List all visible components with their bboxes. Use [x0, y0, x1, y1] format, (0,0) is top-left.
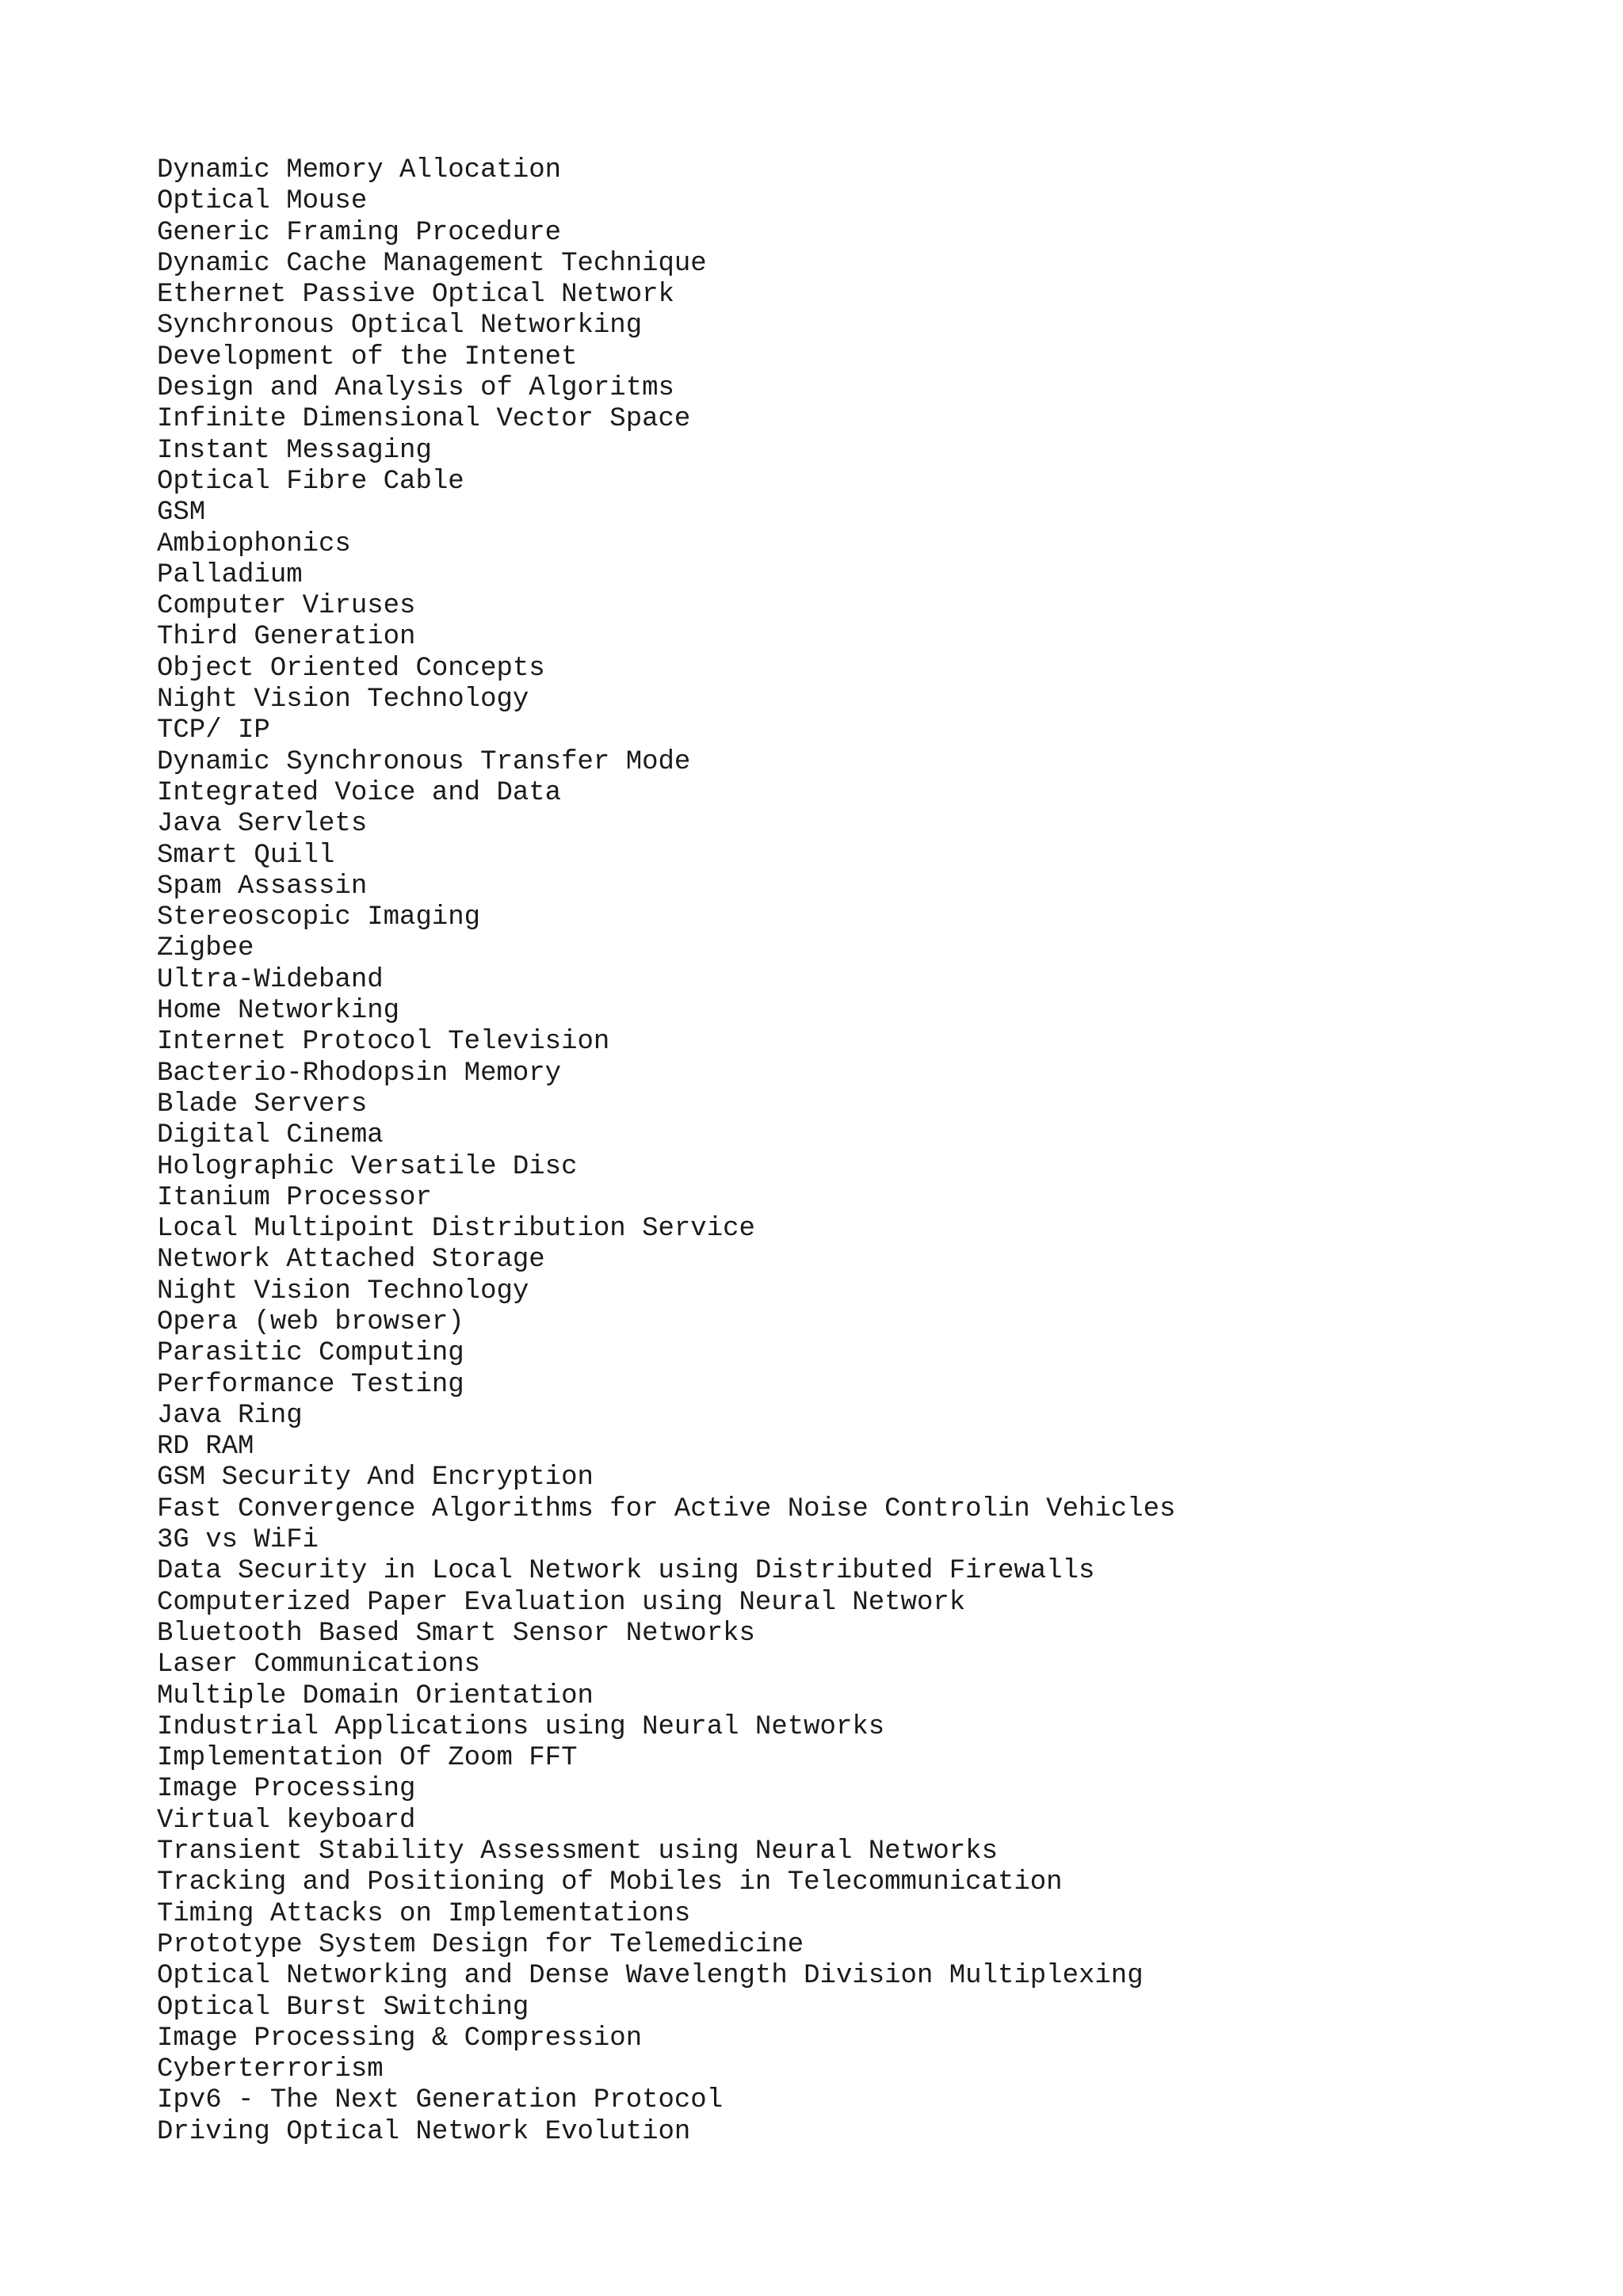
topic-item: Dynamic Memory Allocation [157, 155, 562, 185]
topic-list [157, 155, 1175, 2148]
topic-item: Java Ring [157, 1400, 303, 1431]
topic-item: Prototype System Design for Telemedicine [157, 1929, 804, 1960]
topic-item: Blade Servers [157, 1089, 368, 1119]
topic-item: Development of the Intenet [157, 341, 578, 372]
topic-item: Infinite Dimensional Vector Space [157, 404, 691, 435]
topic-item: Bluetooth Based Smart Sensor Networks [157, 1618, 755, 1649]
topic-item: Stereoscopic Imaging [157, 902, 481, 933]
topic-item: Computer Viruses [157, 591, 416, 622]
topic-item: Driving Optical Network Evolution [157, 2116, 691, 2147]
topic-item: Bacterio-Rhodopsin Memory [157, 1058, 562, 1089]
topic-item: TCP/ IP [157, 715, 270, 746]
topic-item: Java Servlets [157, 809, 368, 840]
topic-item: Night Vision Technology [157, 1276, 529, 1306]
topic-item: Object Oriented Concepts [157, 653, 545, 684]
topic-item: GSM [157, 498, 206, 528]
topic-item: Industrial Applications using Neural Networks [157, 1711, 885, 1742]
topic-item: Cyberterrorism [157, 2054, 384, 2085]
topic-item: Internet Protocol Television [157, 1027, 610, 1058]
topic-item: 3G vs WiFi [157, 1525, 319, 1556]
topic-item: Timing Attacks on Implementations [157, 1898, 691, 1929]
topic-item: Dynamic Synchronous Transfer Mode [157, 746, 691, 777]
topic-item: Instant Messaging [157, 435, 432, 466]
topic-item: Spam Assassin [157, 871, 368, 902]
topic-item: Home Networking [157, 996, 400, 1027]
topic-item: Optical Burst Switching [157, 1992, 529, 2023]
topic-item: Local Multipoint Distribution Service [157, 1214, 755, 1245]
topic-item: Performance Testing [157, 1369, 464, 1400]
topic-item: Optical Mouse [157, 186, 368, 217]
topic-item: Computerized Paper Evaluation using Neural Network [157, 1587, 966, 1618]
topic-item: Optical Networking and Dense Wavelength Division Multiplexing [157, 1961, 1144, 1992]
topic-item: Opera (web browser) [157, 1306, 464, 1337]
topic-item: RD RAM [157, 1432, 254, 1463]
topic-item: Parasitic Computing [157, 1338, 464, 1369]
topic-item: Dynamic Cache Management Technique [157, 248, 707, 279]
topic-item: Holographic Versatile Disc [157, 1151, 578, 1182]
topic-item: Design and Analysis of Algoritms [157, 373, 674, 404]
topic-item: Night Vision Technology [157, 685, 529, 715]
topic-item: Zigbee [157, 933, 254, 964]
topic-item: Third Generation [157, 622, 416, 653]
topic-item: Virtual keyboard [157, 1805, 416, 1836]
topic-item: Digital Cinema [157, 1120, 384, 1151]
topic-item: Multiple Domain Orientation [157, 1680, 594, 1711]
topic-item: Ipv6 - The Next Generation Protocol [157, 2085, 724, 2116]
topic-item: Palladium [157, 559, 303, 590]
topic-item: Itanium Processor [157, 1182, 432, 1213]
topic-item: Integrated Voice and Data [157, 777, 562, 808]
topic-item: Generic Framing Procedure [157, 217, 562, 248]
topic-item: Synchronous Optical Networking [157, 311, 643, 341]
topic-item: Ambiophonics [157, 528, 351, 559]
topic-item: Ethernet Passive Optical Network [157, 280, 674, 311]
topic-item: Smart Quill [157, 840, 335, 871]
topic-item: Optical Fibre Cable [157, 466, 464, 497]
topic-item: Transient Stability Assessment using Neural Networks [157, 1836, 998, 1867]
topic-item: Image Processing & Compression [157, 2023, 643, 2054]
topic-item: Fast Convergence Algorithms for Active Noise Controlin Vehicles [157, 1493, 1176, 1524]
topic-item: Laser Communications [157, 1650, 481, 1680]
topic-item: Data Security in Local Network using Distributed Firewalls [157, 1556, 1095, 1587]
topic-item: Ultra-Wideband [157, 964, 384, 995]
topic-item: GSM Security And Encryption [157, 1463, 594, 1493]
topic-item: Tracking and Positioning of Mobiles in Telecommunication [157, 1867, 1063, 1898]
topic-item: Image Processing [157, 1774, 416, 1805]
topic-item: Implementation Of Zoom FFT [157, 1743, 578, 1774]
topic-item: Network Attached Storage [157, 1245, 545, 1276]
